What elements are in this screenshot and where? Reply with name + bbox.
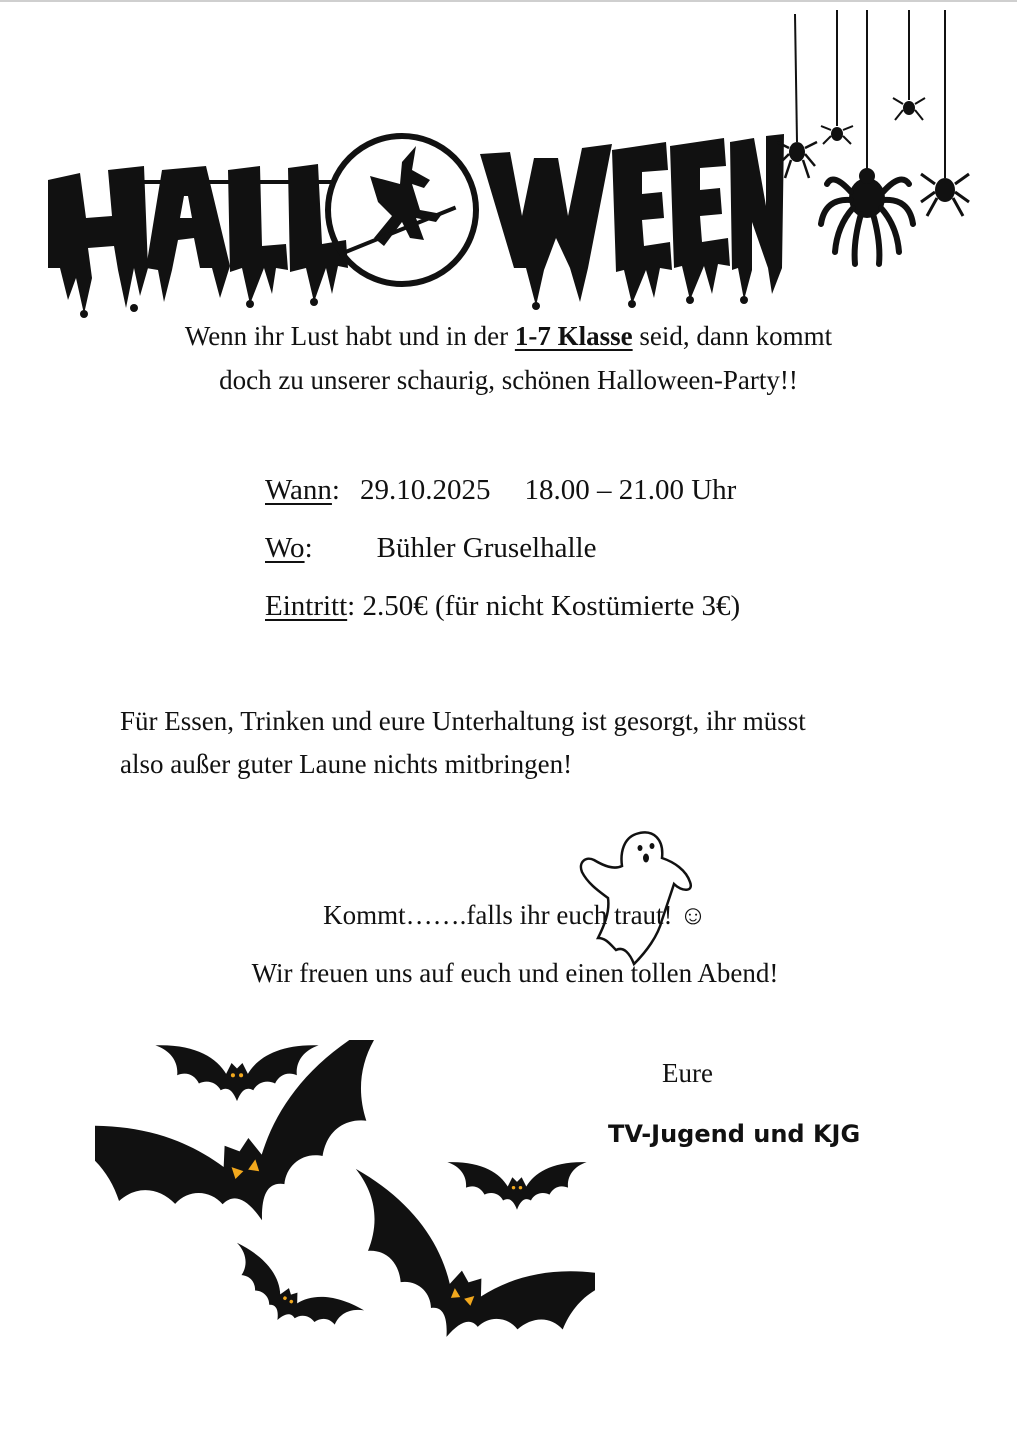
where-label: Wo xyxy=(265,532,305,564)
intro-line-1-start: Wenn ihr Lust habt und in der xyxy=(184,321,515,351)
paragraph-line-2: also außer guter Laune nichts mitbringen! xyxy=(120,749,573,779)
spider-icon xyxy=(775,2,980,272)
entry-value: 2.50€ (für nicht Kostümierte 3€) xyxy=(362,590,741,622)
where-row: Wo: Bühler Gruselhalle xyxy=(265,532,597,564)
closing-line-1: Kommt…….falls ihr euch traut! ☺ xyxy=(323,900,707,930)
signature-greeting: Eure xyxy=(662,1058,713,1088)
signature-organizers: TV-Jugend und KJG xyxy=(608,1120,861,1148)
closing-line-2: Wir freuen uns auf euch und einen tollen Abend! xyxy=(251,958,779,988)
entry-label: Eintritt xyxy=(265,590,348,622)
when-date: 29.10.2025 xyxy=(359,474,491,506)
when-row: Wann: 29.10.2025 18.00 – 21.00 Uhr xyxy=(265,474,737,506)
info-paragraph xyxy=(120,700,806,786)
where-value: Bühler Gruselhalle xyxy=(376,532,597,564)
intro-line-1 xyxy=(0,314,1017,358)
paragraph-line-1: Für Essen, Trinken und eure Unterhaltung ist gesorgt, ihr müsst xyxy=(120,706,806,736)
intro-line-1-end: seid, dann kommt xyxy=(632,321,833,351)
intro-text xyxy=(0,314,1017,402)
grade-range: 1-7 Klasse xyxy=(514,321,633,351)
entry-row: Eintritt: 2.50€ (für nicht Kostümierte 3€) xyxy=(265,590,741,622)
when-time: 18.00 – 21.00 Uhr xyxy=(524,474,737,506)
halloween-logo xyxy=(40,118,785,318)
intro-line-2: doch zu unserer schaurig, schönen Halloween-Party!! xyxy=(219,365,798,395)
bat-icon xyxy=(95,1040,595,1380)
ghost-icon xyxy=(578,826,700,968)
when-label: Wann xyxy=(265,474,332,506)
